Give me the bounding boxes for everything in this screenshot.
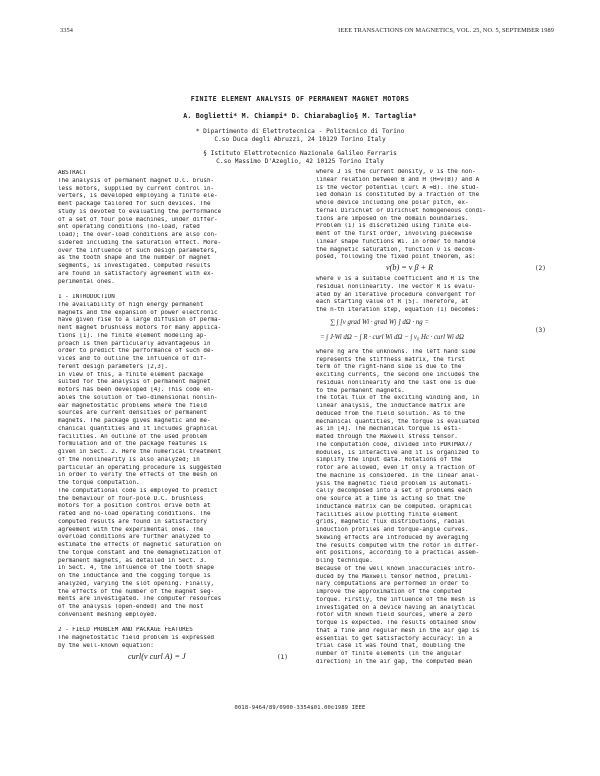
text-line: the magnetic saturation, function ν is decom- [316,246,476,253]
affiliation-1-line2: C.so Duca degli Abruzzi, 24 10129 Torino Italy [214,136,386,144]
text-line: are found in satisfactory agreement with ex- [58,270,215,277]
text-line: Because of the well known inaccuracies intro- [316,565,476,572]
section-heading: 2 - FIELD PROBLEM AND PACKAGE FEATURES [58,627,193,634]
text-line: less motors, supplied by current control in- [58,185,215,192]
journal-header: IEEE TRANSACTIONS ON MAGNETICS, VOL. 25, NO. 5, SEPTEMBER 1989 [338,27,554,34]
text-line: tions [1]. The finite element modeling ap- [58,332,207,339]
text-line: The computational code is employed to predict [58,487,218,494]
text-line: analyzed, varying the slot opening. Finally, [58,580,215,587]
text-line: inductance matrix can be computed. Graphical [316,503,473,510]
text-line: simplify the input data. Rotations of the [316,457,462,464]
equation-2-expression: ν(b) = ν β + R [386,263,434,272]
text-line: computed results are found in satisfactory [58,518,207,525]
text-line: improve the approximation of the computed [316,589,462,595]
text-line: ternal Dirichlet or Dirichlet homogeneous condi- [316,207,487,214]
text-line: The availability of high energy permanent [58,301,204,308]
affiliation-2-line1: § Istituto Elettrotecnico Nazionale Galileo Ferraris [203,150,397,157]
text-line: motors has been developed [4]. This code en- [58,387,215,393]
text-line: modules, is interactive and it is organized to [316,449,480,456]
text-line: Skewing effects are introduced by averaging [316,534,469,541]
page-number: 3354 [60,27,73,34]
text-line: rotor with known field sources, where a zero [316,612,473,619]
text-line: magnets. The package gives magnetic and me- [58,418,211,424]
affiliation-2-line2: C.so Massimo D'Azeglio, 42 10125 Torino Italy [216,158,384,166]
text-line: of the nonlinearity is also analyzed; in [58,456,200,463]
text-line: chanical quantities and it includes graphical [58,425,218,432]
text-line: order to predict the performance of such de- [58,348,215,355]
affiliation-2 [0,150,600,166]
text-line: one source at a time is acting so that the [316,496,465,502]
text-line: the effects of the number of the magnet seg- [58,588,215,595]
text-line: the results computed with the rotor in differ- [316,542,480,549]
equation-3 [316,315,548,349]
text-line: linear analysis, the inductance matrix are [316,403,465,409]
text-line: on the inductance and the cogging torque is [58,573,211,579]
text-line: ent positions, according to a practical assem- [316,550,480,557]
text-line: ables the solution of two-dimensional nonlin- [58,394,218,401]
text-line: ied domain is constituted by a fraction of the [316,192,480,199]
text-line: agreement with the experimental ones. The [58,526,204,533]
paper-title: FINITE ELEMENT ANALYSIS OF PERMANENT MAGNET MOTORS [190,95,410,103]
text-line: duced by the Maxwell tensor method, prelimi- [316,573,473,580]
text-line: torque is expected. The results obtained show [316,620,476,626]
text-line: trial case it was found that, doubling the [316,643,465,650]
text-line: whole device including one polar pitch, ex- [316,200,469,206]
text-line: study is devoted to evaluating the performance [58,208,222,215]
text-line: that a fine and regular mesh in the air gap is [316,627,480,634]
text-line: term of the right-hand side is due to the [316,364,462,371]
text-line: essential to get satisfactory accuracy: in a [316,635,473,642]
text-line: the behaviour of four-pole D.C. brushless [58,495,204,502]
equation-2 [316,262,548,276]
text-line: number of finite elements (in the angular [316,651,462,657]
text-line: facilities. An outline of the used problem [58,433,207,440]
text-line: ments are investigated. The computer resources [58,596,222,603]
text-line: mechanical quantities, the torque is evaluated [316,418,480,425]
text-line: facilities allow plotting finite element [316,511,458,518]
text-line: perimental ones. [58,278,115,285]
text-line: of the analysis (open-ended) and the most [58,604,204,610]
text-line: permanent magnets, as detailed in Sect. 3. [58,557,207,564]
text-line: bling technique. [316,558,373,564]
text-line: the torque constant and the demagnetization of [58,549,222,556]
text-line: linear relation between B and H (H=ν(B)) and A [316,176,480,183]
text-line: rated and no-load operating conditions. The [58,511,211,517]
text-line: represents the stiffness matrix, the first [316,356,465,363]
text-line: where ν is a suitable coefficient and R is the [316,276,480,282]
text-line: The magnetostatic field problem is expressed [58,635,215,641]
text-line: sidered including the saturation effect. More- [58,239,222,246]
text-line: as the tooth shape and the number of magnet [58,255,211,262]
text-line: to the permanent magnets. [316,387,405,394]
text-line: nary computations are performed in order to [316,581,469,588]
affiliation-1-line1: * Dipartimento di Elettrotecnica - Politecnico di Torino [195,128,405,135]
text-line: by the well-known equation: [58,642,154,649]
text-line: is the vector potential (curl A =B). The stud- [316,184,480,191]
text-line: verters, is developed employing a finite ele- [58,193,218,200]
text-line: of a set of four pole machines, under differ- [58,216,218,223]
copyright-footer: 0018-9464/89/0900-3354$01.00©1989 IEEE [234,705,366,711]
text-line: nent magnet brushless motors for many applica- [58,325,222,331]
text-line: over the influence of such design parameters, [58,247,218,254]
section-heading: ABSTRACT [58,170,87,176]
text-line: direction) in the air gap, the computed mean [316,658,473,665]
text-line: the torque computation. [58,480,140,486]
equation-3-line2: = ∫ J·Wi dΩ − ∫ R · curl Wi dΩ − ∫ ν₀ Hc · curl Wi dΩ [320,333,464,341]
text-line: the n-th iteration step, equation (1) becomes: [316,307,480,313]
text-line: proach is then particularly advantageous in [58,340,211,347]
text-line: load); the over-load conditions are also con- [58,232,218,238]
text-line: formulation and of the package features is [58,441,207,448]
text-line: have given rise to a large diffusion of perma- [58,317,222,324]
text-line: In Sect. 4, the influence of the tooth shape [58,565,215,572]
text-line: linear shape functions Wi. In order to handle [316,238,476,245]
text-line: rotor are allowed, even if only a fraction of [316,465,476,471]
text-line: residual nonlinearity. The vector R is evalu- [316,283,476,290]
section-heading: 1 - INTRODUCTION [58,294,115,300]
text-line: deduced from the field solution. As to the [316,410,465,417]
left-column [58,170,290,665]
paragraph-gap [58,620,290,628]
text-line: as in [4]. The mechanical torque is esti- [316,426,462,433]
text-line: posed, following the fixed point theorem, as: [316,254,476,261]
text-line: cally decomposed into a set of problems each [316,488,473,495]
text-line: ent operating conditions (no-load, rated [58,224,200,231]
equation-1 [58,651,290,665]
text-line: grids, magnetic flux distributions, radial [316,519,465,526]
text-line: the machine is considered. In the linear anal- [316,472,480,479]
text-line: The total flux of the exciting winding and, in [316,395,480,402]
text-line: torque. Firstly, the influence of the mesh is [316,596,476,603]
right-column [316,169,548,667]
text-line: The computation code, divided into PORTMAX77 [316,441,473,448]
equation-1-number: (1) [276,653,288,661]
text-line: tions are imposed on the domain boundaries. [316,215,469,222]
equation-1-expression: curl(ν curl A) = J [128,651,186,661]
text-line: sources are current densities or permanent [58,410,207,417]
text-line: residual nonlinearity and the last one is due [316,379,476,386]
text-line: ment package tailored for such devices. The [58,201,211,207]
text-line: induction profiles and torque-angle curves. [316,527,469,533]
text-line: suited for the analysis of permanent magnet [58,379,211,386]
text-line: exciting currents, the second one includes the [316,372,480,378]
text-line: where J is the current density, ν is the non- [316,169,476,175]
text-line: estimate the effects of magnetic saturation on [58,542,222,548]
text-line: ated by an iterative procedure convergent for [316,291,476,298]
text-line: overload conditions are further analyzed to [58,534,211,541]
text-line: ment of the first order, involving piecewise [316,231,473,237]
text-line: segments, is investigated. Computed results [58,263,211,269]
text-line: magnets and the expansion of power electronic [58,309,218,316]
equation-2-number: (2) [534,265,546,272]
text-line: mated through the Maxwell stress tensor. [316,434,458,440]
text-line: ear magnetostatic problems where the field [58,402,207,409]
text-line: ysis the magnetic field problem is automati- [316,480,473,487]
text-line: in order to verify the effects of the mesh on [58,472,218,479]
text-line: each starting value of R [5]. Therefore, at [316,299,469,306]
affiliation-1 [0,128,600,144]
paper-authors: A. Boglietti* M. Chiampi* D. Chiarabaglio§ M. Tartaglia* [183,112,417,120]
text-line: The analysis of permanent magnet D.C. brush- [58,177,215,184]
text-line: ferent design parameters [2,3]. [58,363,168,370]
text-line: given in Sect. 2. Here the numerical treatment [58,449,222,455]
text-line: where ng are the unknowns. The left hand side [316,348,476,355]
text-line: vices and to outline the influence of dif- [58,356,207,362]
text-line: motors for a position control drive both at [58,503,211,510]
text-line: In view of this, a finite element package [58,371,204,378]
equation-3-line1: ∑ ∫ [ν grad Wi · grad Wj ] dΩ · ng = [330,318,429,326]
text-line: particular an operating procedure is suggested [58,464,222,471]
text-line: Problem (1) is discretized using finite ele- [316,223,473,230]
equation-3-number: (3) [534,326,546,334]
text-line: convenient meshing employed. [58,611,158,618]
text-line: investigated on a device having an analytical [316,604,476,611]
paragraph-gap [58,286,290,294]
